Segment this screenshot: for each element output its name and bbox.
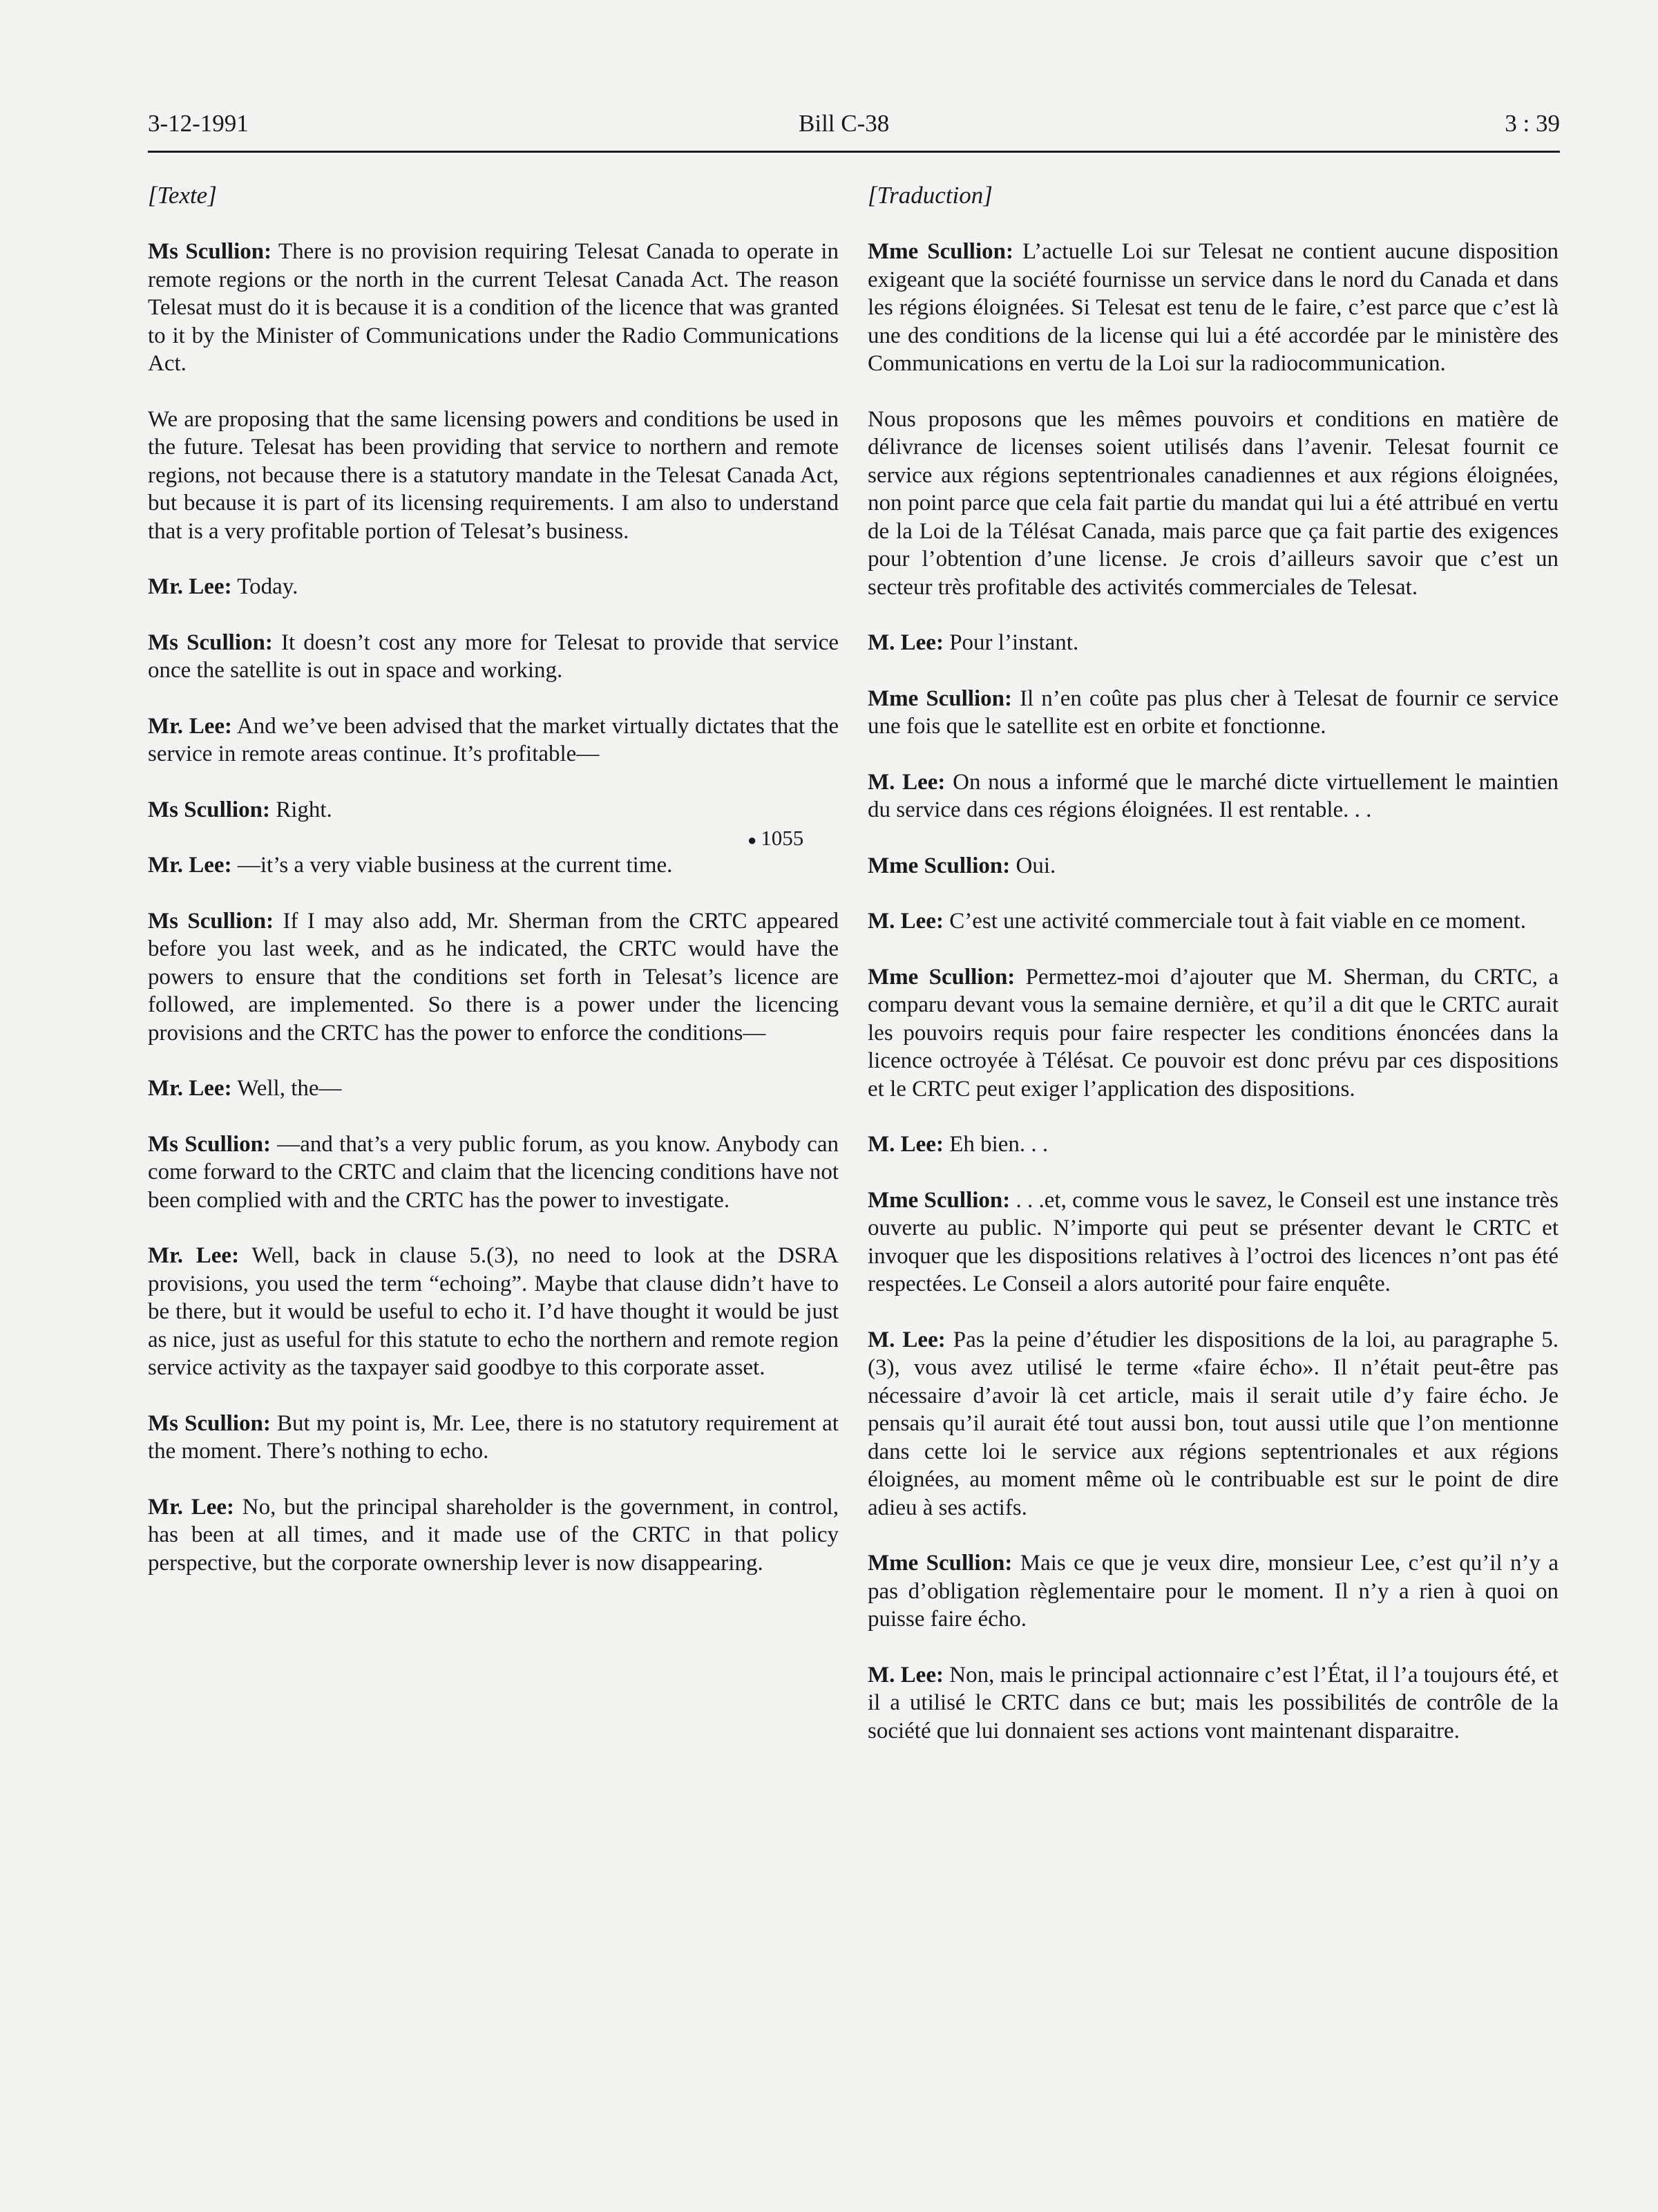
speaker-name: Mme Scullion: (868, 964, 1016, 990)
speech-text: Non, mais le principal actionnaire c’est l’État, il l’a toujours été, et il a utilisé le CRTC dans ce but; mais les possibilités de contrôle de la société que lui donnaient ses actions vont maintenant disparaitre. (868, 1662, 1559, 1743)
transcript-paragraph (148, 238, 839, 378)
label-text: Traduction (877, 182, 984, 209)
speaker-name: Mr. Lee: (148, 1494, 235, 1520)
speech-text: —it’s a very viable business at the current time. (231, 853, 673, 878)
english-column (148, 181, 839, 1605)
speaker-name: Ms Scullion: (148, 630, 273, 655)
time-marker-text: 1055 (761, 826, 804, 850)
speech-text: Permettez-moi d’ajouter que M. Sherman, du CRTC, a comparu devant vous la semaine dernière, et qu’il a dit que le CRTC aurait les pouvoirs requis pour faire respecter les conditions énoncées dans la licence octroyée à Télésat. Ce pouvoir est donc prévu par ces dispositions et le CRTC peut exiger l’application des dispositions. (868, 964, 1559, 1102)
label-bracket-close: ] (207, 182, 217, 209)
speech-text: —and that’s a very public forum, as you know. Anybody can come forward to the CRTC and claim that the licencing conditions have not been complied with and the CRTC has the power to investigate. (148, 1131, 839, 1213)
speaker-name: Mr. Lee: (148, 713, 232, 739)
speech-text: There is no provision requiring Telesat Canada to operate in remote regions or the north in the current Telesat Canada Act. The reason Telesat must do it is because it is a condition of the licence that was granted to it by the Minister of Communications under the Radio Communications Act. (148, 239, 839, 376)
column-label-french (868, 181, 1559, 210)
english-paragraphs (148, 238, 839, 1577)
speaker-name: M. Lee: (868, 909, 944, 934)
transcript-paragraph (148, 1410, 839, 1466)
transcript-paragraph (148, 1131, 839, 1215)
speech-text: Today. (231, 574, 298, 599)
transcript-paragraph (868, 963, 1559, 1104)
speech-text: Oui. (1010, 853, 1056, 878)
speech-text: Well, back in clause 5.(3), no need to look at the DSRA provisions, you used the term “echoing”. Maybe that clause didn’t have to be there, but it would be useful to echo it. I’d have thought it would be just as nice, just as useful for this statute to echo the northern and remote region service activity as the taxpayer said goodbye to this corporate asset. (148, 1243, 839, 1380)
header-date: 3-12-1991 (148, 110, 249, 137)
label-text: Texte (157, 182, 208, 209)
french-column (868, 181, 1559, 1773)
speech-text: Well, the— (231, 1076, 342, 1101)
speaker-name: Mr. Lee: (148, 1243, 240, 1268)
speech-text: Right. (269, 797, 332, 822)
speech-text: And we’ve been advised that the market virtually dictates that the service in remote areas continue. It’s profitable— (148, 713, 839, 766)
speech-text: Eh bien. . . (943, 1132, 1049, 1157)
speech-text: . . .et, comme vous le savez, le Conseil est une instance très ouverte au public. N’importe qui peut se présenter devant le CRTC et invoquer que les dispositions relatives à l’octroi des licences n’ont pas été respectées. Le Conseil a alors autorité pour faire enquête. (868, 1187, 1559, 1296)
transcript-paragraph (868, 1326, 1559, 1522)
transcript-paragraph (148, 796, 839, 824)
transcript-paragraph (148, 406, 839, 546)
speech-text: Nous proposons que les mêmes pouvoirs et conditions en matière de délivrance de licenses soient utilisés dans l’avenir. Telesat fournit ce service aux régions septentrionales canadiennes et aux régions éloignées, non point parce que cela fait partie du mandat qui lui a été attribué en vertu de la Loi de la Télésat Canada, mais parce que ça fait partie des exigences pour l’obtention d’une license. Je crois d’ailleurs savoir que c’est un secteur très profitable des activités commerciales de Telesat. (868, 406, 1559, 600)
label-bracket-open: [ (148, 182, 158, 209)
speaker-name: Ms Scullion: (148, 239, 272, 264)
page-header (148, 109, 1560, 153)
speech-text: Pas la peine d’étudier les dispositions de la loi, au paragraphe 5.(3), vous avez utilisé le terme «faire écho». Il n’était peut-être pas nécessaire d’avoir là cet article, mais il serait utile d’y faire écho. Je pensais qu’il aurait été tout aussi bon, tout aussi utile que l’on mentionne dans cette loi le service aux régions septentrionales et aux régions éloignées, au moment même où le contribuable est sur le point de dire adieu à ses actifs. (868, 1327, 1559, 1520)
transcript-paragraph (868, 629, 1559, 657)
transcript-paragraph (148, 573, 839, 601)
speech-text: On nous a informé que le marché dicte virtuellement le maintien du service dans ces régions éloignées. Il est rentable. . . (868, 769, 1559, 822)
speech-text: Pour l’instant. (943, 630, 1079, 655)
speaker-name: M. Lee: (868, 630, 944, 655)
transcript-paragraph (868, 406, 1559, 602)
speaker-name: Mme Scullion: (868, 1187, 1011, 1213)
transcript-paragraph (148, 629, 839, 685)
transcript-paragraph (148, 1242, 839, 1382)
transcript-paragraph (868, 907, 1559, 936)
transcript-paragraph (868, 768, 1559, 824)
bullet-icon: ● (747, 831, 757, 849)
speech-text: It doesn’t cost any more for Telesat to provide that service once the satellite is out in space and working. (148, 630, 839, 683)
speaker-name: Ms Scullion: (148, 908, 274, 934)
transcript-paragraph (148, 851, 839, 880)
speaker-name: Ms Scullion: (148, 797, 270, 822)
speech-text: We are proposing that the same licensing powers and conditions be used in the future. Telesat has been providing that service to northern and remote regions, not because there is a statutory mandate in the Telesat Canada Act, but because it is part of its licensing requirements. I am also to understand that is a very profitable portion of Telesat’s business. (148, 406, 839, 544)
transcript-paragraph (148, 712, 839, 768)
speaker-name: M. Lee: (868, 1132, 944, 1157)
speaker-name: M. Lee: (868, 1327, 946, 1352)
speaker-name: Mr. Lee: (148, 1076, 232, 1101)
transcript-paragraph (148, 1075, 839, 1103)
header-bill-title: Bill C-38 (799, 110, 890, 137)
speaker-name: Mme Scullion: (868, 239, 1013, 264)
speaker-name: Mr. Lee: (148, 574, 232, 599)
speech-text: Mais ce que je veux dire, monsieur Lee, c’est qu’il n’y a pas d’obligation règlementaire pour le moment. Il n’y a rien à quoi on puisse faire écho. (868, 1551, 1559, 1632)
speech-text: L’actuelle Loi sur Telesat ne contient aucune disposition exigeant que la société fournisse un service dans le nord du Canada et dans les régions éloignées. Si Telesat est tenu de le faire, c’est parce que c’est là une des conditions de la license qui lui a été accordée par le ministère des Communications en vertu de la Loi sur la radiocommunication. (868, 239, 1559, 376)
speech-text: If I may also add, Mr. Sherman from the CRTC appeared before you last week, and as he indicated, the CRTC would have the powers to ensure that the conditions set forth in Telesat’s licence are followed, are implemented. So there is a power under the licencing provisions and the CRTC has the power to enforce the conditions— (148, 908, 839, 1046)
label-bracket-close: ] (983, 182, 993, 209)
transcript-paragraph (868, 1661, 1559, 1746)
transcript-paragraph (868, 685, 1559, 741)
column-label-english (148, 181, 839, 210)
speaker-name: Ms Scullion: (148, 1410, 271, 1436)
speaker-name: Mme Scullion: (868, 853, 1011, 878)
label-bracket-open: [ (868, 182, 877, 209)
speech-text: C’est une activité commerciale tout à fait viable en ce moment. (943, 909, 1526, 934)
speaker-name: Mme Scullion: (868, 1551, 1013, 1576)
transcript-paragraph (868, 238, 1559, 378)
transcript-paragraph (868, 852, 1559, 880)
speech-text: No, but the principal shareholder is the government, in control, has been at all times, and it made use of the CRTC in that policy perspective, but the corporate ownership lever is now disappearing. (148, 1494, 839, 1576)
speech-text: But my point is, Mr. Lee, there is no statutory requirement at the moment. There’s nothing to echo. (148, 1410, 839, 1464)
transcript-paragraph (148, 907, 839, 1048)
speaker-name: Ms Scullion: (148, 1131, 271, 1157)
transcript-paragraph (148, 1493, 839, 1578)
transcript-paragraph (868, 1187, 1559, 1298)
speaker-name: M. Lee: (868, 769, 946, 795)
french-paragraphs (868, 238, 1559, 1745)
header-page-number: 3 : 39 (1505, 110, 1560, 137)
speaker-name: Mr. Lee: (148, 853, 232, 878)
speaker-name: M. Lee: (868, 1662, 944, 1688)
speech-text: Il n’en coûte pas plus cher à Telesat de fournir ce service une fois que le satellite est en orbite et fonctionne. (868, 686, 1559, 739)
transcript-paragraph (868, 1131, 1559, 1159)
transcript-paragraph (868, 1549, 1559, 1634)
speaker-name: Mme Scullion: (868, 686, 1013, 711)
